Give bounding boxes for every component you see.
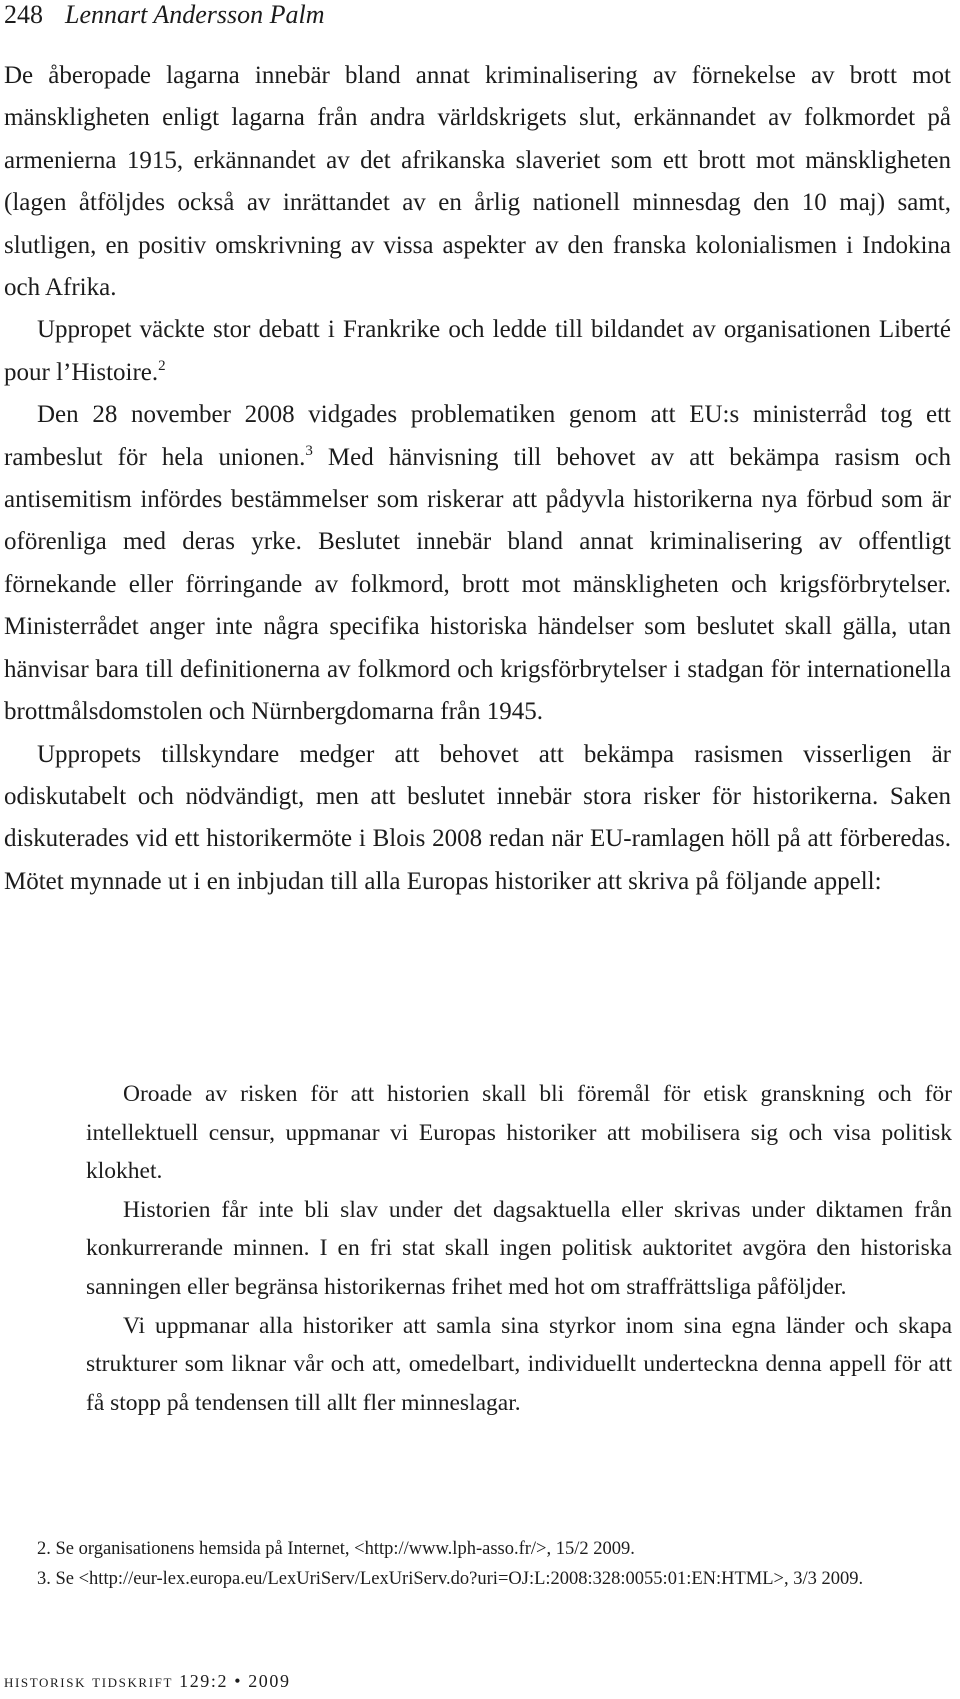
paragraph-4: Uppropets tillskyndare medger att behovet att bekämpa rasismen visserligen är odiskutabelt och nödvändigt, men att beslutet innebär stora risker för historikerna. Saken diskuterades vid ett historikermöte i Blois 2008 redan när EU-ramlagen höll på att förberedas. Mötet mynnade ut i en inbjudan till alla Europas historiker att skriva på följande appell: bbox=[4, 740, 951, 895]
quote-paragraph-1: Oroade av risken för att historien skall bli föremål för etisk granskning och för intellektuell censur, uppmanar vi Europas historiker att mobilisera sig och visa politisk klokhet. bbox=[86, 1081, 952, 1185]
journal-footer: historisk tidskrift 129:2 • 2009 bbox=[4, 1671, 291, 1691]
running-head bbox=[4, 0, 325, 30]
block-quote bbox=[86, 1075, 952, 1422]
footnote-ref-3: 3 bbox=[305, 442, 313, 459]
page-number: 248 bbox=[4, 0, 43, 29]
quote-paragraph-2: Historien får inte bli slav under det dagsaktuella eller skrivas under diktamen från konkurrerande minnen. I en fri stat skall ingen politisk auktoritet avgöra den historiska sanningen eller begränsa historikernas frihet med hot om straffrättsliga påföljder. bbox=[86, 1196, 952, 1300]
paragraph-3-text-a: Den 28 november 2008 vidgades problematiken genom att EU:s ministerråd tog ett rambeslut för hela unionen. bbox=[4, 401, 951, 471]
running-head-author: Lennart Andersson Palm bbox=[65, 0, 325, 29]
paragraph-2-text: Uppropet väckte stor debatt i Frankrike och ledde till bildandet av organisationen Liberté pour l’Histoire. bbox=[4, 316, 951, 386]
body-text bbox=[4, 55, 951, 903]
paragraph-2 bbox=[4, 309, 951, 394]
quote-paragraph-3: Vi uppmanar alla historiker att samla sina styrkor inom sina egna länder och skapa strukturer som liknar vår och att, omedelbart, individuellt underteckna denna appell för att få stopp på tendensen till allt fler minneslagar. bbox=[86, 1312, 952, 1416]
footnotes bbox=[4, 1534, 951, 1594]
footnote-3: 3. Se <http://eur-lex.europa.eu/LexUriServ/LexUriServ.do?uri=OJ:L:2008:328:0055:01:EN:HTML>, 3/3 2009. bbox=[37, 1569, 864, 1589]
footnote-2: 2. Se organisationens hemsida på Internet, <http://www.lph-asso.fr/>, 15/2 2009. bbox=[37, 1539, 635, 1559]
paragraph-3-text-b: Med hänvisning till behovet av att bekämpa rasism och antisemitism infördes bestämmelser som riskerar att pådyvla historikerna nya förbud som är oförenliga med deras yrke. Beslutet innebär bland annat kriminalisering av offentligt förnekande eller förringande av folkmord, brott mot mänskligheten och krigsförbrytelser. Ministerrådet anger inte några specifika historiska händelser som beslutet skall gälla, utan hänvisar bara till definitionerna av folkmord och krigsförbrytelser i stadgan för internationella brottmålsdomstolen och Nürnbergdomarna från 1945. bbox=[4, 443, 951, 726]
paragraph-1: De åberopade lagarna innebär bland annat kriminalisering av förnekelse av brott mot mänskligheten enligt lagarna från andra världskrigets slut, erkännandet av folkmordet på armenierna 1915, erkännandet av det afrikanska slaveriet som ett brott mot mänskligheten (lagen åtföljdes också av inrättandet av en årlig nationell minnesdag den 10 maj) samt, slutligen, en positiv omskrivning av vissa aspekter av den franska kolonialismen i Indokina och Afrika. bbox=[4, 62, 951, 302]
footnote-ref-2: 2 bbox=[158, 357, 166, 374]
paragraph-3 bbox=[4, 394, 951, 733]
